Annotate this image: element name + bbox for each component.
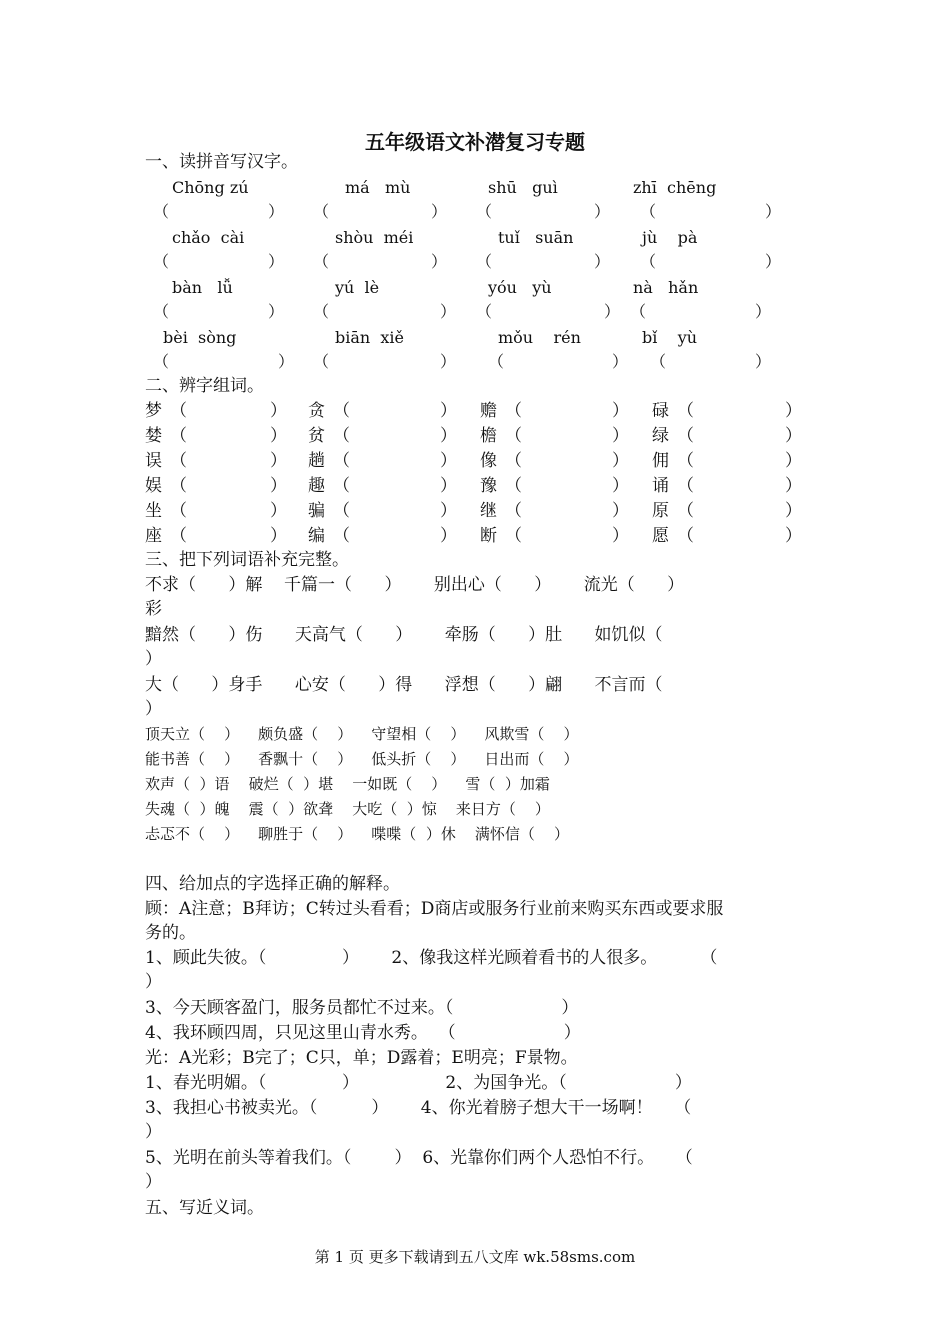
answer-paren-close: ）: [440, 401, 457, 421]
question-line: 3、我担心书被卖光。（ ） 4、你光着膀子想大干一场啊！ （: [145, 1098, 692, 1118]
answer-paren-close: ）: [270, 426, 287, 446]
pinyin-cell: yóu yù: [488, 278, 552, 297]
answer-paren-close: ）: [270, 526, 287, 546]
word-char: 坐: [145, 501, 162, 521]
question-line-wrap: ）: [145, 1122, 162, 1142]
definition-line: 务的。: [145, 923, 196, 943]
page-title: 五年级语文补潜复习专题: [365, 130, 585, 154]
word-char: 编: [308, 526, 325, 546]
pinyin-cell: tuǐ suān: [498, 228, 574, 247]
word-char: 趣: [308, 476, 325, 496]
pinyin-cell: bèi sòng: [163, 328, 237, 347]
word-char: 檐: [480, 426, 497, 446]
answer-paren-close: ）: [612, 426, 629, 446]
answer-paren-close: ）: [440, 526, 457, 546]
pinyin-cell: bàn lǚ: [172, 278, 233, 297]
question-line: 1、顾此失彼。（ ） 2、像我这样光顾着看书的人很多。 （: [145, 948, 718, 968]
idiom-small-line: 顶天立（ ） 颇负盛（ ） 守望相（ ） 风欺雪（ ）: [145, 725, 579, 743]
word-char: 趟: [308, 451, 325, 471]
pinyin-cell: zhī chēng: [633, 178, 717, 197]
word-char: 娱: [145, 476, 162, 496]
answer-paren-open: （: [333, 476, 350, 496]
answer-paren-close: ）: [785, 501, 802, 521]
answer-paren-close: ）: [270, 401, 287, 421]
answer-paren-close: ）: [440, 426, 457, 446]
word-char: 原: [652, 501, 669, 521]
answer-paren-open: （: [505, 401, 522, 421]
pinyin-cell: shū guì: [488, 178, 558, 197]
word-char: 佣: [652, 451, 669, 471]
question-line-wrap: ）: [145, 1172, 162, 1192]
pinyin-cell: má mù: [345, 178, 411, 197]
answer-paren-open: （: [505, 501, 522, 521]
answer-paren-close: ）: [440, 501, 457, 521]
question-line: 1、春光明媚。（ ） 2、为国争光。（ ）: [145, 1073, 692, 1093]
word-char: 贫: [308, 426, 325, 446]
page-footer: 第 1 页 更多下载请到五八文库 wk.58sms.com: [314, 1248, 636, 1266]
word-char: 愿: [652, 526, 669, 546]
answer-paren-open: （: [677, 526, 694, 546]
answer-paren-open: （: [170, 451, 187, 471]
answer-paren-open: （: [333, 426, 350, 446]
idiom-line-wrap: ）: [145, 699, 162, 719]
idiom-small-line: 忐忑不（ ） 聊胜于（ ） 喋喋（ ）休 满怀信（ ）: [145, 825, 569, 843]
answer-paren-close: ）: [612, 501, 629, 521]
answer-paren-close: ）: [270, 501, 287, 521]
section-3-heading: 三、把下列词语补充完整。: [145, 550, 349, 570]
word-char: 婪: [145, 426, 162, 446]
word-char: 座: [145, 526, 162, 546]
answer-paren-close: ）: [270, 451, 287, 471]
answer-paren-close: ）: [612, 451, 629, 471]
idiom-small-line: 欢声（ ）语 破烂（ ）堪 一如既（ ） 雪（ ）加霜: [145, 775, 550, 793]
answer-paren-open: （: [677, 451, 694, 471]
definition-line: 光：A光彩；B完了；C只，单；D露着；E明亮；F景物。: [145, 1048, 578, 1068]
answer-paren-open: （: [677, 401, 694, 421]
word-char: 贪: [308, 401, 325, 421]
answer-paren-close: ）: [785, 526, 802, 546]
idiom-small-line: 失魂（ ）魄 震（ ）欲聋 大吃（ ）惊 来日方（ ）: [145, 800, 550, 818]
answer-paren-close: ）: [440, 451, 457, 471]
pinyin-cell: shòu méi: [335, 228, 414, 247]
answer-paren-close: ）: [270, 476, 287, 496]
idiom-line-wrap: ）: [145, 649, 162, 669]
answer-paren-open: （: [505, 451, 522, 471]
pinyin-cell: yú lè: [335, 278, 380, 297]
answer-paren-open: （: [170, 526, 187, 546]
pinyin-cell: biān xiě: [335, 328, 404, 347]
pinyin-cell: bǐ yù: [642, 328, 698, 347]
answer-paren-open: （: [333, 526, 350, 546]
pinyin-cell: chǎo cài: [172, 228, 245, 247]
question-line-wrap: ）: [145, 972, 162, 992]
idiom-small-line: 能书善（ ） 香飘十（ ） 低头折（ ） 日出而（ ）: [145, 750, 579, 768]
section-5-heading: 五、写近义词。: [145, 1198, 264, 1218]
answer-paren-open: （: [677, 501, 694, 521]
idiom-line: 黯然（ ）伤 天高气（ ） 牵肠（ ）肚 如饥似（: [145, 625, 663, 645]
answer-paren-open: （: [505, 476, 522, 496]
word-char: 断: [480, 526, 497, 546]
pinyin-cell: Chōng zú: [172, 178, 249, 197]
answer-paren-open: （: [333, 501, 350, 521]
answer-paren-open: （: [170, 501, 187, 521]
answer-paren-close: ）: [785, 401, 802, 421]
answer-paren-open: （: [505, 426, 522, 446]
answer-paren-close: ）: [785, 476, 802, 496]
word-char: 像: [480, 451, 497, 471]
word-char: 诵: [652, 476, 669, 496]
word-char: 绿: [652, 426, 669, 446]
answer-paren-close: ）: [440, 476, 457, 496]
question-line: 4、我环顾四周，只见这里山青水秀。 （ ）: [145, 1023, 581, 1043]
answer-paren-open: （: [333, 401, 350, 421]
definition-line: 顾：A注意；B拜访；C转过头看看；D商店或服务行业前来购买东西或要求服: [145, 899, 724, 919]
word-char: 赡: [480, 401, 497, 421]
word-char: 误: [145, 451, 162, 471]
question-line: 5、光明在前头等着我们。（ ） 6、光靠你们两个人恐怕不行。 （: [145, 1148, 693, 1168]
word-char: 碌: [652, 401, 669, 421]
answer-paren-open: （: [170, 401, 187, 421]
answer-paren-close: ）: [612, 526, 629, 546]
answer-paren-open: （: [170, 426, 187, 446]
answer-paren-open: （: [677, 426, 694, 446]
answer-paren-open: （: [333, 451, 350, 471]
idiom-line: 不求（ ）解 千篇一（ ） 别出心（ ） 流光（ ）: [145, 575, 685, 595]
section-1-heading: 一、读拼音写汉字。: [145, 152, 298, 172]
pinyin-cell: mǒu rén: [498, 328, 581, 347]
answer-paren-close: ）: [612, 401, 629, 421]
answer-paren-close: ）: [785, 451, 802, 471]
section-2-heading: 二、辨字组词。: [145, 376, 264, 396]
word-char: 继: [480, 501, 497, 521]
section-4-heading: 四、给加点的字选择正确的解释。: [145, 874, 400, 894]
pinyin-cell: jù pà: [642, 228, 698, 247]
pinyin-cell: nà hǎn: [633, 278, 699, 297]
idiom-line-wrap: 彩: [145, 599, 162, 619]
question-line: 3、今天顾客盈门，服务员都忙不过来。（ ）: [145, 998, 579, 1018]
idiom-line: 大（ ）身手 心安（ ）得 浮想（ ）翩 不言而（: [145, 675, 663, 695]
answer-paren-close: ）: [785, 426, 802, 446]
answer-paren-open: （: [505, 526, 522, 546]
word-char: 豫: [480, 476, 497, 496]
word-char: 骗: [308, 501, 325, 521]
answer-paren-close: ）: [612, 476, 629, 496]
answer-paren-open: （: [677, 476, 694, 496]
answer-paren-open: （: [170, 476, 187, 496]
word-char: 梦: [145, 401, 162, 421]
